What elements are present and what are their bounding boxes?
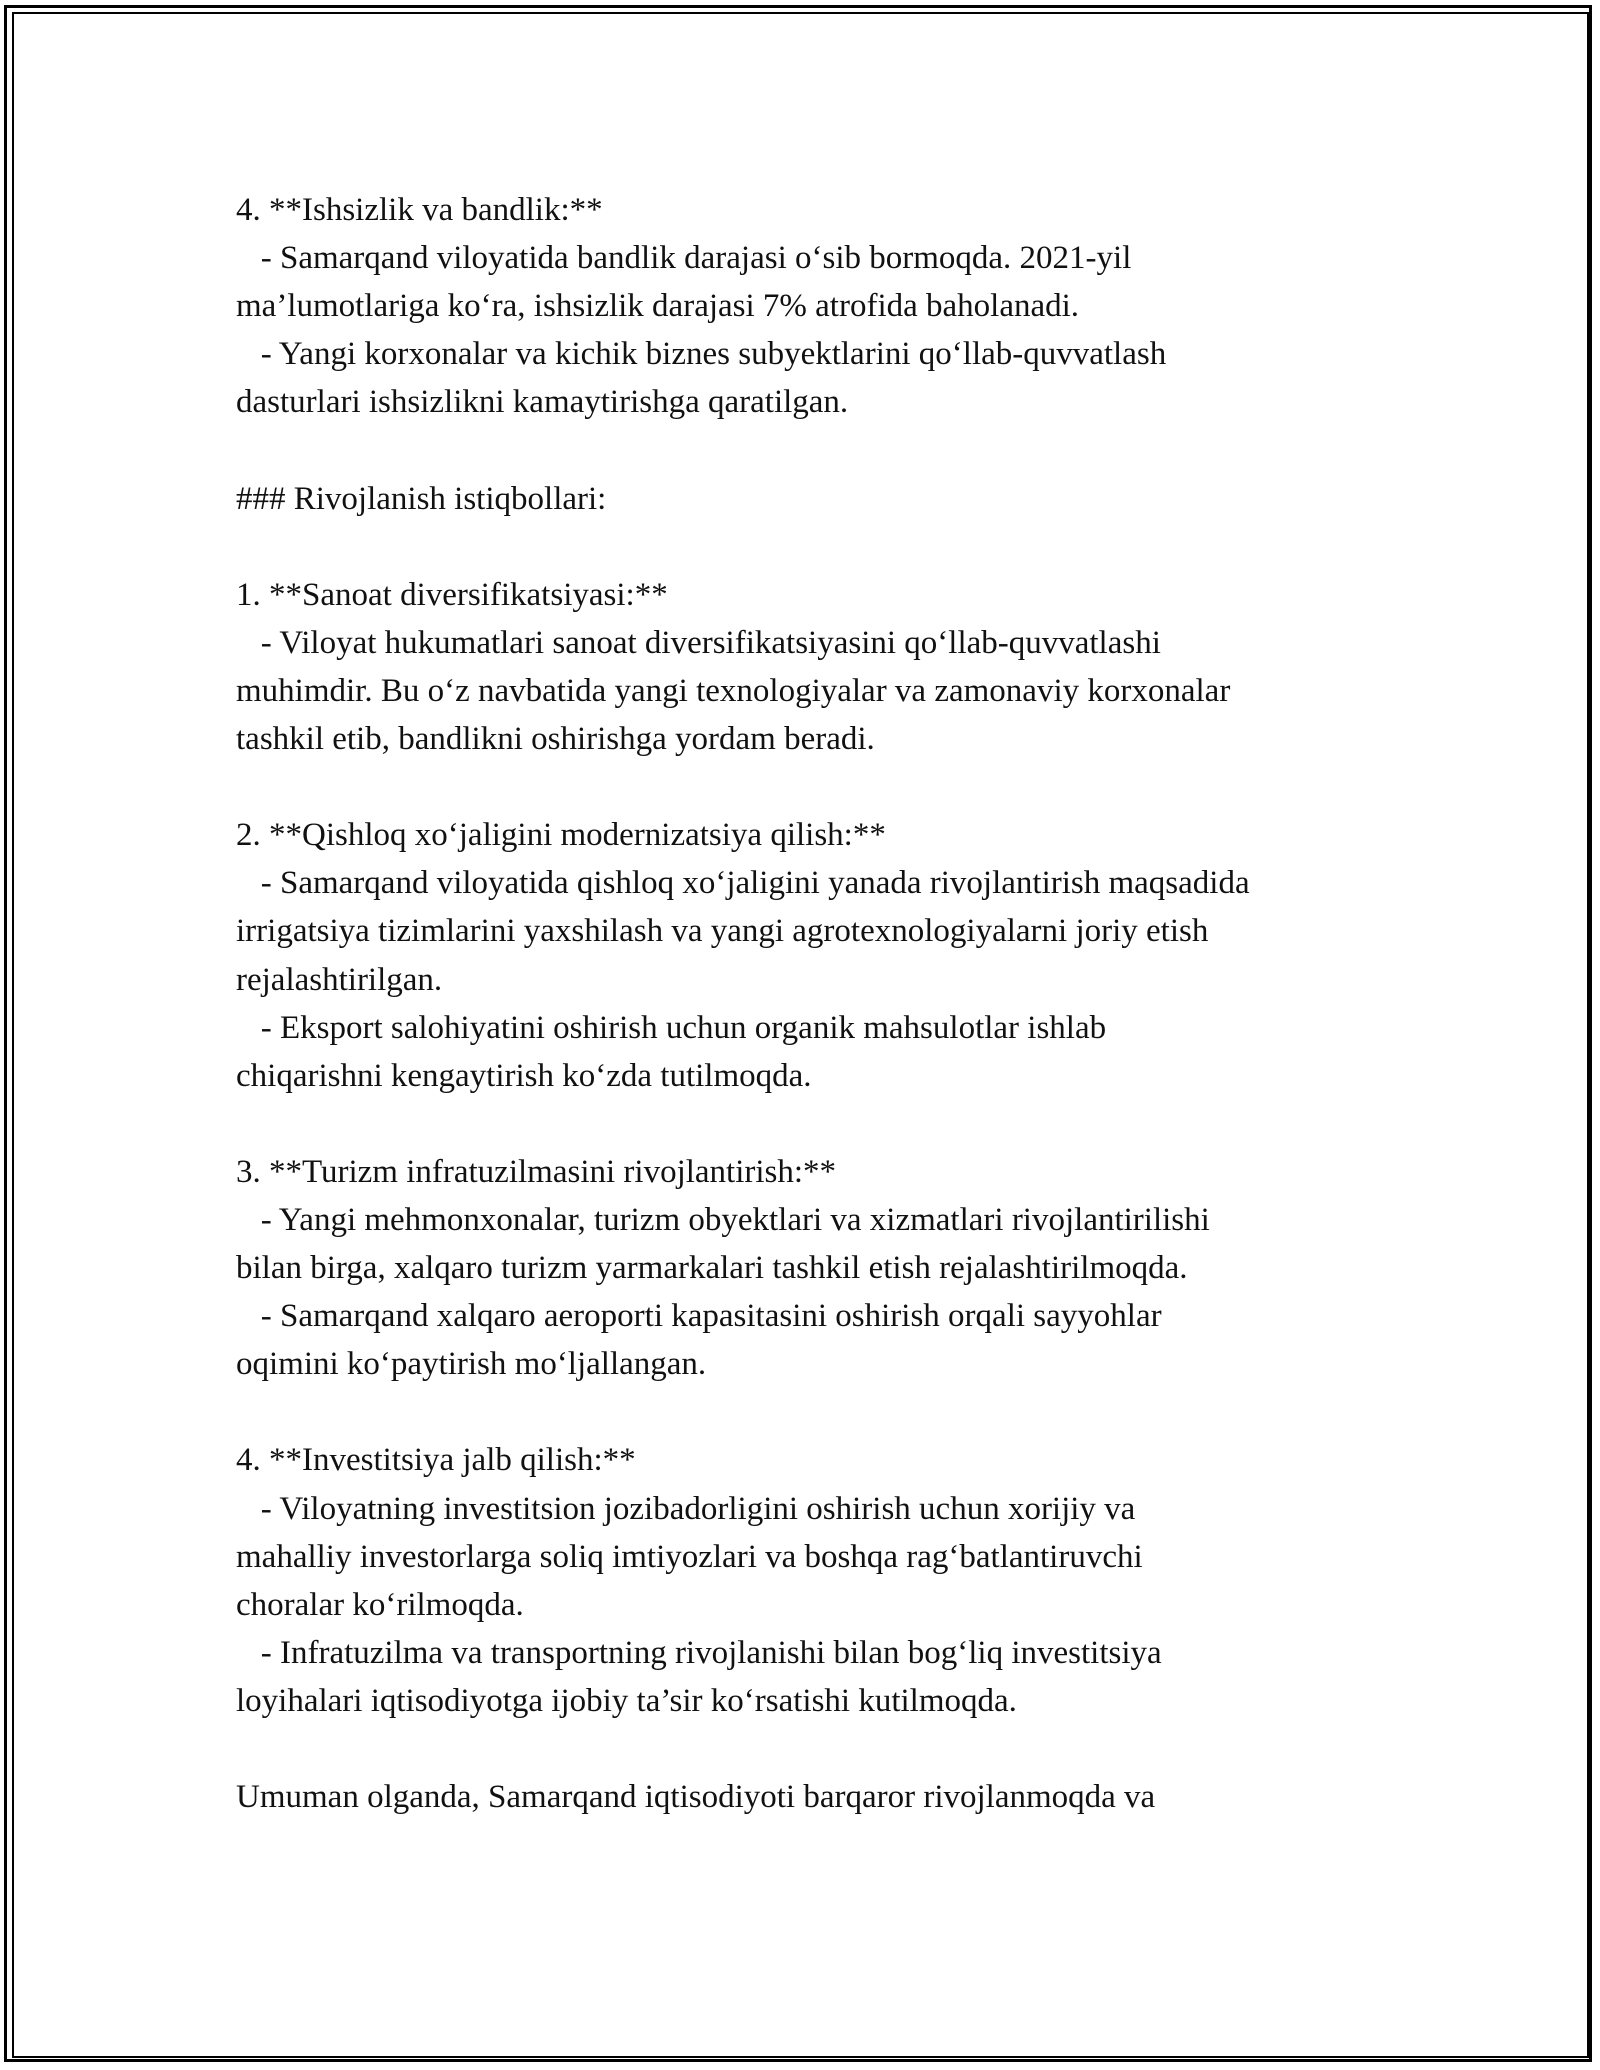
text-line: - Infratuzilma va transportning rivojlanishi bilan bog‘liq investitsiya — [236, 1634, 1162, 1671]
blank-line — [236, 523, 1436, 571]
text-line: 2. **Qishloq xo‘jaligini modernizatsiya qilish:** — [236, 817, 886, 854]
text-line: irrigatsiya tizimlarini yaxshilash va yangi agrotexnologiyalarni joriy etish — [236, 913, 1209, 950]
text-line: ### Rivojlanish istiqbollari: — [236, 480, 607, 517]
text-line: - Viloyatning investitsion jozibadorligini oshirish uchun xorijiy va — [236, 1490, 1136, 1527]
text-line: tashkil etib, bandlikni oshirishga yordam beradi. — [236, 721, 875, 758]
blank-line — [236, 426, 1436, 474]
text-line: bilan birga, xalqaro turizm yarmarkalari tashkil etish rejalashtirilmoqda. — [236, 1250, 1188, 1287]
blank-line — [236, 1100, 1436, 1148]
text-line: - Samarqand viloyatida qishloq xo‘jaligini yanada rivojlantirish maqsadida — [236, 865, 1250, 902]
blank-line — [236, 763, 1436, 811]
text-line: choralar ko‘rilmoqda. — [236, 1586, 524, 1623]
text-line: mahalliy investorlarga soliq imtiyozlari va boshqa rag‘batlantiruvchi — [236, 1538, 1143, 1575]
text-line: rejalashtirilgan. — [236, 961, 443, 998]
text-line: ma’lumotlariga ko‘ra, ishsizlik darajasi 7% atrofida baholanadi. — [236, 288, 1080, 325]
document-body — [236, 186, 1436, 1821]
text-line: - Samarqand xalqaro aeroporti kapasitasini oshirish orqali sayyohlar — [236, 1298, 1162, 1335]
text-line: 4. **Investitsiya jalb qilish:** — [236, 1442, 636, 1479]
blank-line — [236, 1725, 1436, 1773]
text-line: - Eksport salohiyatini oshirish uchun organik mahsulotlar ishlab — [236, 1009, 1107, 1046]
text-line: 1. **Sanoat diversifikatsiyasi:** — [236, 576, 668, 613]
text-line: chiqarishni kengaytirish ko‘zda tutilmoqda. — [236, 1057, 812, 1094]
text-line: Umuman olganda, Samarqand iqtisodiyoti barqaror rivojlanmoqda va — [236, 1779, 1156, 1816]
text-line: oqimini ko‘paytirish mo‘ljallangan. — [236, 1346, 707, 1383]
text-line: - Yangi korxonalar va kichik biznes subyektlarini qo‘llab-quvvatlash — [236, 336, 1167, 373]
text-line: 3. **Turizm infratuzilmasini rivojlantirish:** — [236, 1153, 837, 1190]
text-line: muhimdir. Bu o‘z navbatida yangi texnologiyalar va zamonaviy korxonalar — [236, 672, 1231, 709]
text-line: loyihalari iqtisodiyotga ijobiy ta’sir ko‘rsatishi kutilmoqda. — [236, 1682, 1017, 1719]
text-line: dasturlari ishsizlikni kamaytirishga qaratilgan. — [236, 384, 849, 421]
text-line: 4. **Ishsizlik va bandlik:** — [236, 192, 603, 228]
blank-line — [236, 1388, 1436, 1436]
text-line: - Samarqand viloyatida bandlik darajasi o‘sib bormoqda. 2021-yil — [236, 240, 1132, 277]
text-line: - Viloyat hukumatlari sanoat diversifikatsiyasini qo‘llab-quvvatlashi — [236, 624, 1161, 661]
text-line: - Yangi mehmonxonalar, turizm obyektlari va xizmatlari rivojlantirilishi — [236, 1201, 1210, 1238]
